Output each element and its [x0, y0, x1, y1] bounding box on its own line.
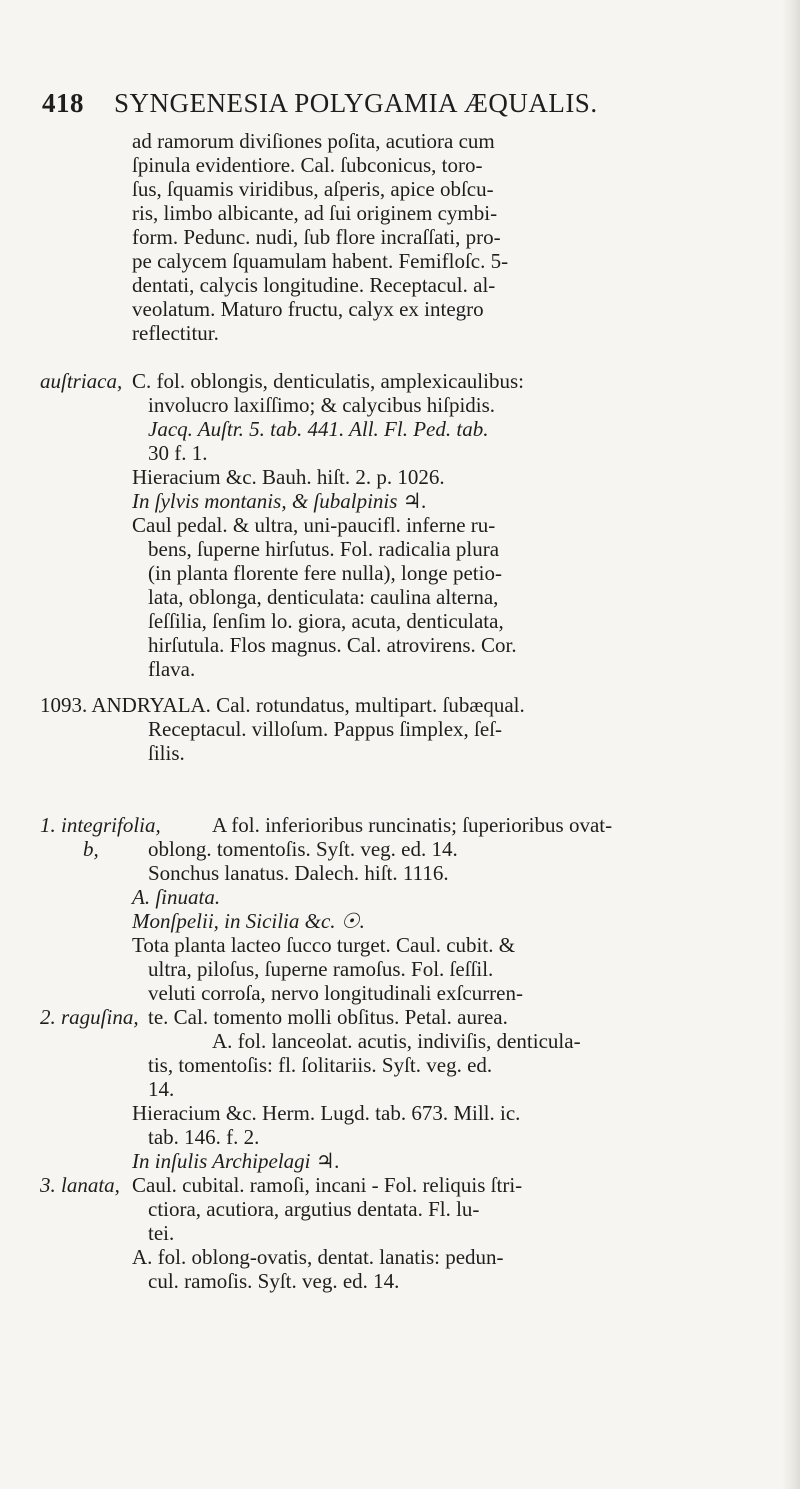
text-line-25: ſilis.	[148, 741, 185, 765]
text-line-16: Caul pedal. & ultra, uni-paucifl. inferne ru-	[132, 513, 496, 537]
text-line-29: A. ſinuata.	[132, 885, 221, 909]
text-line-35: A. fol. lanceolat. acutis, indiviſis, denticula-	[212, 1029, 581, 1053]
text-line-11: involucro laxiſſimo; & calycibus hiſpidis.	[148, 393, 496, 417]
page-header	[42, 88, 598, 119]
text-line-26: A fol. inferioribus runcinatis; ſuperioribus ovat-	[212, 813, 613, 837]
text-line-22: flava.	[148, 657, 196, 681]
text-line-1: ad ramorum diviſiones poſita, acutiora cum	[132, 129, 495, 153]
text-line-45: cul. ramoſis. Syſt. veg. ed. 14.	[148, 1269, 400, 1293]
running-head: SYNGENESIA POLYGAMIA ÆQUALIS.	[114, 88, 598, 118]
text-line-27: oblong. tomentoſis. Syſt. veg. ed. 14.	[148, 837, 458, 861]
text-line-39: tab. 146. f. 2.	[148, 1125, 260, 1149]
text-line-19: lata, oblonga, denticulata: caulina alterna,	[148, 585, 499, 609]
text-line-20: ſeſſilia, ſenſim lo. giora, acuta, denticulata,	[148, 609, 504, 633]
variety-label-b: b,	[83, 837, 99, 861]
text-line-2: ſpinula evidentiore. Cal. ſubconicus, toro-	[132, 153, 483, 177]
text-line-37: 14.	[148, 1077, 175, 1101]
page-edge-shadow	[782, 0, 800, 1489]
text-line-17: bens, ſuperne hirſutus. Fol. radicalia plura	[148, 537, 500, 561]
text-line-14: Hieracium &c. Bauh. hiſt. 2. p. 1026.	[132, 465, 445, 489]
text-line-12: Jacq. Auſtr. 5. tab. 441. All. Fl. Ped. tab.	[148, 417, 489, 441]
text-line-42: ctiora, acutiora, argutius dentata. Fl. lu-	[148, 1197, 480, 1221]
text-line-41: Caul. cubital. ramoſi, incani - Fol. reliquis ſtri-	[132, 1173, 523, 1197]
text-line-44: A. fol. oblong-ovatis, dentat. lanatis: pedun-	[132, 1245, 504, 1269]
text-line-40: In inſulis Archipelagi ♃.	[132, 1149, 340, 1173]
text-line-31: Tota planta lacteo ſucco turget. Caul. cubit. &	[132, 933, 516, 957]
text-line-24: Receptacul. villoſum. Pappus ſimplex, ſeſ-	[148, 717, 503, 741]
text-line-36: tis, tomentoſis: fl. ſolitariis. Syſt. veg. ed.	[148, 1053, 493, 1077]
text-line-10: C. fol. oblongis, denticulatis, amplexicaulibus:	[132, 369, 524, 393]
species-label-austriaca: auſtriaca,	[40, 369, 123, 393]
text-line-33: veluti corroſa, nervo longitudinali exſcurren-	[148, 981, 523, 1005]
text-line-6: pe calycem ſquamulam habent. Femifloſc. 5-	[132, 249, 509, 273]
species-label-ragusina: 2. raguſina,	[40, 1005, 139, 1029]
genus-heading-andryala: 1093. ANDRYALA. Cal. rotundatus, multipart. ſubæqual.	[40, 693, 525, 717]
page-number: 418	[42, 88, 84, 118]
text-line-18: (in planta florente fere nulla), longe petio-	[148, 561, 502, 585]
text-line-32: ultra, piloſus, ſuperne ramoſus. Fol. ſeſſil.	[148, 957, 494, 981]
text-line-30: Monſpelii, in Sicilia &c. ☉.	[132, 909, 365, 933]
text-line-38: Hieracium &c. Herm. Lugd. tab. 673. Mill. ic.	[132, 1101, 521, 1125]
text-line-4: ris, limbo albicante, ad ſui originem cymbi-	[132, 201, 498, 225]
species-label-lanata: 3. lanata,	[40, 1173, 120, 1197]
text-line-15: In ſylvis montanis, & ſubalpinis ♃.	[132, 489, 427, 513]
text-line-7: dentati, calycis longitudine. Receptacul. al-	[132, 273, 496, 297]
species-label-integrifolia: 1. integrifolia,	[40, 813, 161, 837]
text-line-28: Sonchus lanatus. Dalech. hiſt. 1116.	[148, 861, 449, 885]
text-line-8: veolatum. Maturo fructu, calyx ex integro	[132, 297, 484, 321]
text-line-21: hirſutula. Flos magnus. Cal. atrovirens. Cor.	[148, 633, 517, 657]
text-line-9: reflectitur.	[132, 321, 219, 345]
text-line-5: form. Pedunc. nudi, ſub flore incraſſati, pro-	[132, 225, 501, 249]
text-line-13: 30 f. 1.	[148, 441, 208, 465]
text-line-43: tei.	[148, 1221, 175, 1245]
text-line-3: ſus, ſquamis viridibus, aſperis, apice obſcu-	[132, 177, 494, 201]
text-line-34: te. Cal. tomento molli obſitus. Petal. aurea.	[148, 1005, 508, 1029]
